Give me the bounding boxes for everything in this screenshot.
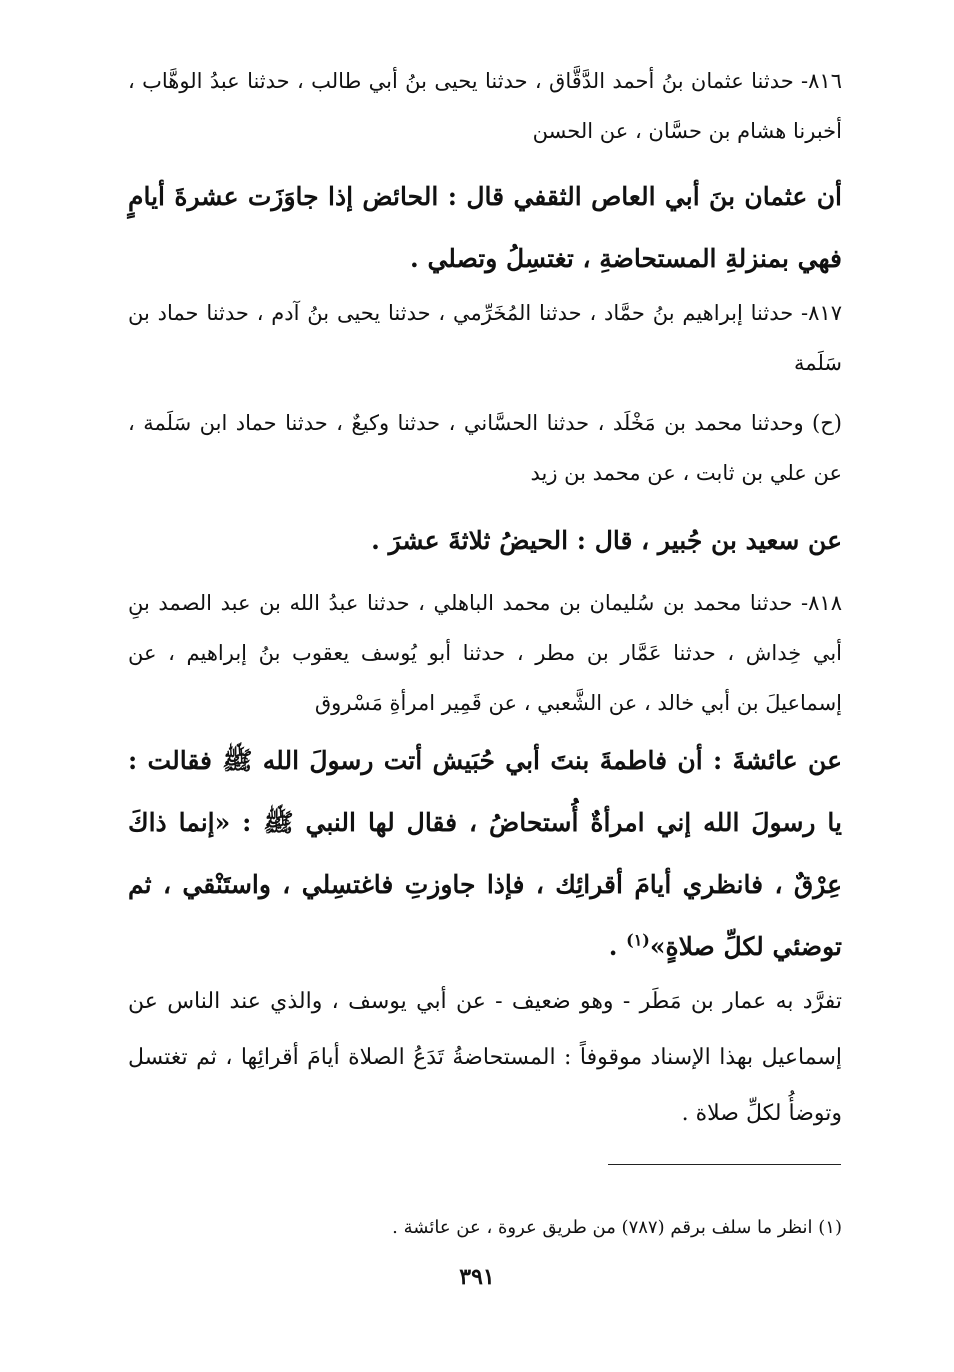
hadith-818-isnad: ٨١٨- حدثنا محمد بن سُليمان بن محمد الباهلي ، حدثنا عبدُ الله بن عبد الصمد بنِ أبي خِداش ، حدثنا عَمَّار بن مطر ، حدثنا أبو يُوسف يعقوب بنُ إبراهيم ، عن إسماعيلَ بن أبي خالد ، عن الشَّعبي ، عن قَمِير امرأةِ مَسْروق [128, 591, 842, 715]
footnote-reference: (١) [626, 930, 650, 950]
hadith-816-isnad: ٨١٦- حدثنا عثمان بنُ أحمد الدَّقَّاق ، حدثنا يحيى بنُ أبي طالب ، حدثنا عبدُ الوهَّاب ، أخبرنا هشام بن حسَّان ، عن الحسن [128, 69, 842, 143]
hadith-818-matn-end: . [608, 932, 627, 961]
hadith-818-comment: تفرَّد به عمار بن مَطَر - وهو ضعيف - عن أبي يوسف ، والذي عند الناس عن إسماعيل بهذا الإسناد موقوفاً : المستحاضةُ تَدَعُ الصلاة أيامَ أقرائِها ، ثم تغتسل وتوضأُ لكلِّ صلاة . [128, 989, 842, 1126]
hadith-818-matn [128, 730, 842, 978]
footnote-separator [608, 1164, 841, 1165]
hadith-817-isnad-2: (ح) وحدثنا محمد بن مَخْلَد ، حدثنا الحسَّاني ، حدثنا وكيعٌ ، حدثنا حماد ابن سَلَمة ، عن علي بن ثابت ، عن محمد بن زيد [128, 411, 842, 485]
page-number: ٣٩١ [459, 1264, 495, 1290]
footnote-1: (١) انظر ما سلف برقم (٧٨٧) من طريق عروة ، عن عائشة . [392, 1217, 842, 1238]
hadith-818-matn-text: عن عائشةَ : أن فاطمةَ بنتَ أبي حُبَيش أتت رسولَ الله ﷺ فقالت : يا رسولَ الله إني امرأةٌ أُستحاضُ ، فقال لها النبي ﷺ : «إنما ذاكَ عِرْقٌ ، فانظري أيامَ أقرائِك ، فإذا جاوزتِ فاغتسِلي ، واستَنْقي ، ثم توضئي لكلِّ صلاةٍ» [128, 746, 842, 961]
hadith-817-isnad-1: ٨١٧- حدثنا إبراهيم بنُ حمَّاد ، حدثنا المُخَرِّمي ، حدثنا يحيى بنُ آدم ، حدثنا حماد بن سَلَمة [128, 301, 842, 375]
hadith-817-matn: عن سعيد بن جُبير ، قال : الحيضُ ثلاثةَ عشرَ . [371, 526, 842, 555]
hadith-816-matn: أن عثمان بنَ أبي العاص الثقفي قال : الحائض إذا جاوَزَت عشرةَ أيامٍ فهي بمنزلةِ المستحاضةِ ، تغتسِلُ وتصلي . [128, 182, 842, 273]
